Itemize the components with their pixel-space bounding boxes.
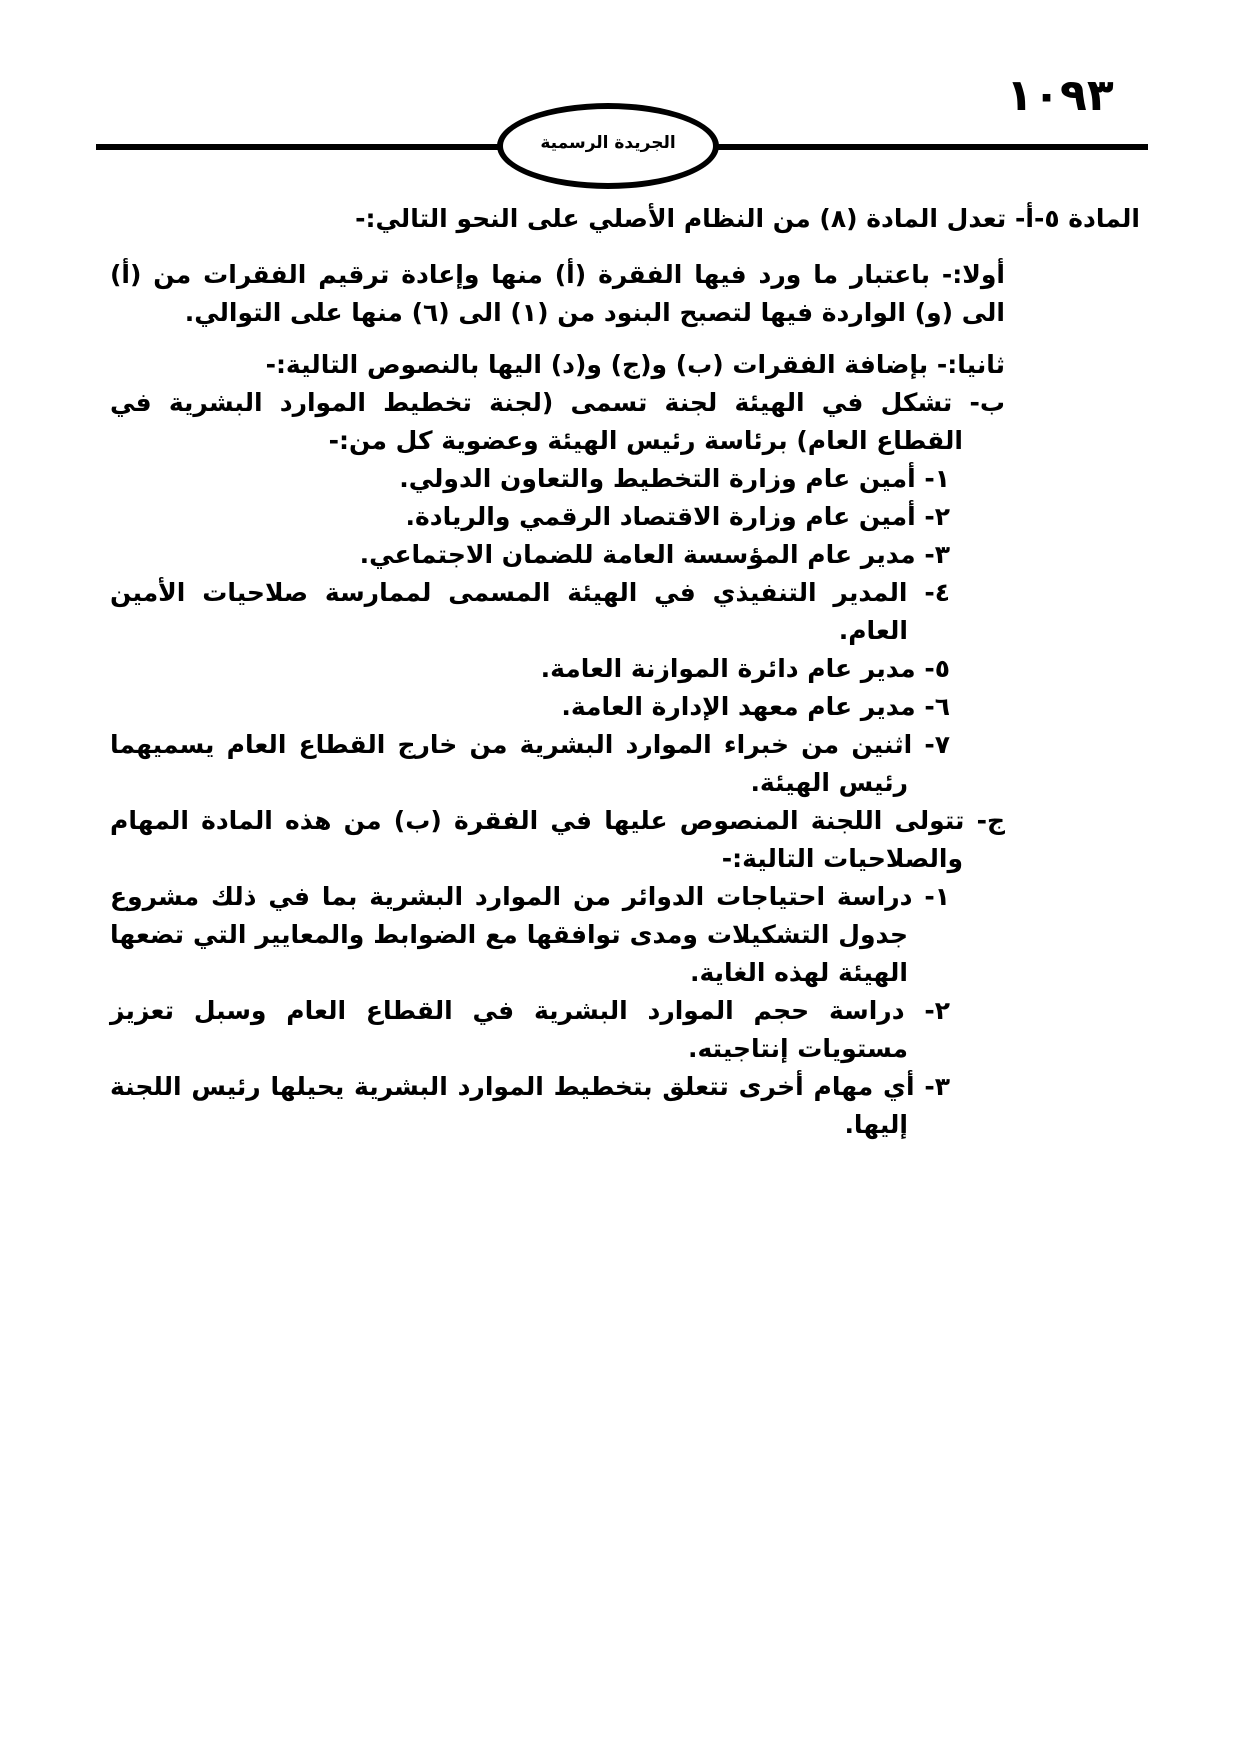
paragraph-b-item: ٦- مدير عام معهد الإدارة العامة. [561, 692, 950, 721]
page-number: ١٠٩٣ [1006, 70, 1114, 121]
paragraph-c-intro: ج- تتولى اللجنة المنصوص عليها في الفقرة (ب) من هذه المادة المهام والصلاحيات التالية:- [110, 806, 1005, 873]
paragraph-b-item: ٢- أمين عام وزارة الاقتصاد الرقمي والريادة. [405, 502, 950, 531]
paragraph-b-item: ٥- مدير عام دائرة الموازنة العامة. [540, 654, 950, 683]
article-title: المادة ٥-أ- تعدل المادة (٨) من النظام الأصلي على النحو التالي:- [355, 204, 1140, 233]
gazette-header-oval [497, 103, 719, 189]
paragraph-b-item: ٧- اثنين من خبراء الموارد البشرية من خارج القطاع العام يسميهما رئيس الهيئة. [110, 730, 950, 797]
paragraph-c-item: ١- دراسة احتياجات الدوائر من الموارد البشرية بما في ذلك مشروع جدول التشكيلات ومدى توافقها مع الضوابط والمعايير التي تضعها الهيئة لهذه الغاية. [110, 882, 950, 987]
paragraph-c-item: ٢- دراسة حجم الموارد البشرية في القطاع العام وسبل تعزيز مستويات إنتاجيته. [110, 996, 950, 1063]
clause-second: ثانيا:- بإضافة الفقرات (ب) و(ج) و(د) اليها بالنصوص التالية:- [265, 350, 1005, 379]
paragraph-b-item: ١- أمين عام وزارة التخطيط والتعاون الدولي. [399, 464, 950, 493]
article-body [110, 200, 1140, 1144]
paragraph-c-item: ٣- أي مهام أخرى تتعلق بتخطيط الموارد البشرية يحيلها رئيس اللجنة إليها. [110, 1072, 950, 1139]
paragraph-b-item: ٣- مدير عام المؤسسة العامة للضمان الاجتماعي. [359, 540, 950, 569]
paragraph-b-item: ٤- المدير التنفيذي في الهيئة المسمى لممارسة صلاحيات الأمين العام. [110, 578, 950, 645]
paragraph-b-intro: ب- تشكل في الهيئة لجنة تسمى (لجنة تخطيط الموارد البشرية في القطاع العام) برئاسة رئيس الهيئة وعضوية كل من:- [110, 388, 1005, 455]
clause-first: أولا:- باعتبار ما ورد فيها الفقرة (أ) منها وإعادة ترقيم الفقرات من (أ) الى (و) الواردة فيها لتصبح البنود من (١) الى (٦) منها على التوالي. [110, 260, 1005, 327]
gazette-name: الجريدة الرسمية [540, 133, 676, 153]
